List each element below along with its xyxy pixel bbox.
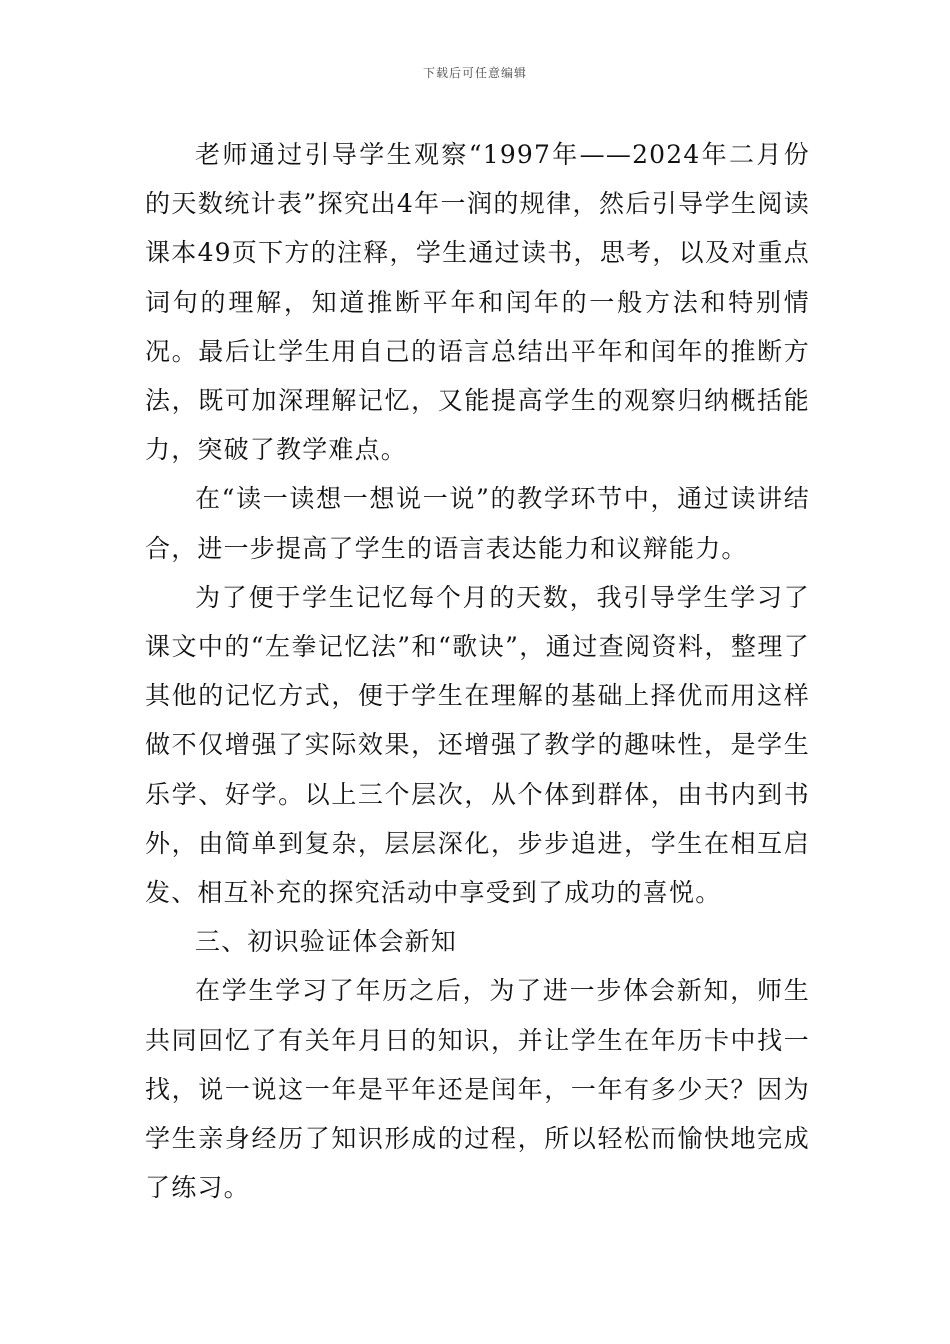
page-header: 下载后可任意编辑 (422, 66, 527, 80)
paragraph-memory-methods: 为了便于学生记忆每个月的天数，我引导学生学习了课文中的“左拳记忆法”和“歌诀”，通过查阅资料，整理了其他的记忆方式，便于学生在理解的基础上择优而用这样做不仅增强了实际效果，还增强了教学的趣味性，是学生乐学、好学。以上三个层次，从个体到群体，由书内到书外，由简单到复杂，层层深化，步步追进，学生在相互启发、相互补充的探究活动中享受到了成功的喜悦。 (145, 582, 810, 908)
document-body (145, 130, 810, 1212)
paragraph-practice: 在学生学习了年历之后，为了进一步体会新知，师生共同回忆了有关年月日的知识，并让学生在年历卡中找一找，说一说这一年是平年还是闰年，一年有多少天？因为学生亲身经历了知识形成的过程，所以轻松而愉快地完成了练习。 (145, 976, 810, 1203)
paragraph-leap-year-rule: 老师通过引导学生观察“1997年——2024年二月份的天数统计表”探究出4年一润的规律，然后引导学生阅读课本49页下方的注释，学生通过读书，思考，以及对重点词句的理解，知道推断平年和闰年的一般方法和特别情况。最后让学生用自己的语言总结出平年和闰年的推断方法，既可加深理解记忆，又能提高学生的观察归纳概括能力，突破了教学难点。 (145, 140, 810, 465)
section-heading: 三、初识验证体会新知 (195, 927, 458, 957)
paragraph-read-think-speak: 在“读一读想一想说一说”的教学环节中，通过读讲结合，进一步提高了学生的语言表达能力和议辩能力。 (145, 484, 810, 563)
